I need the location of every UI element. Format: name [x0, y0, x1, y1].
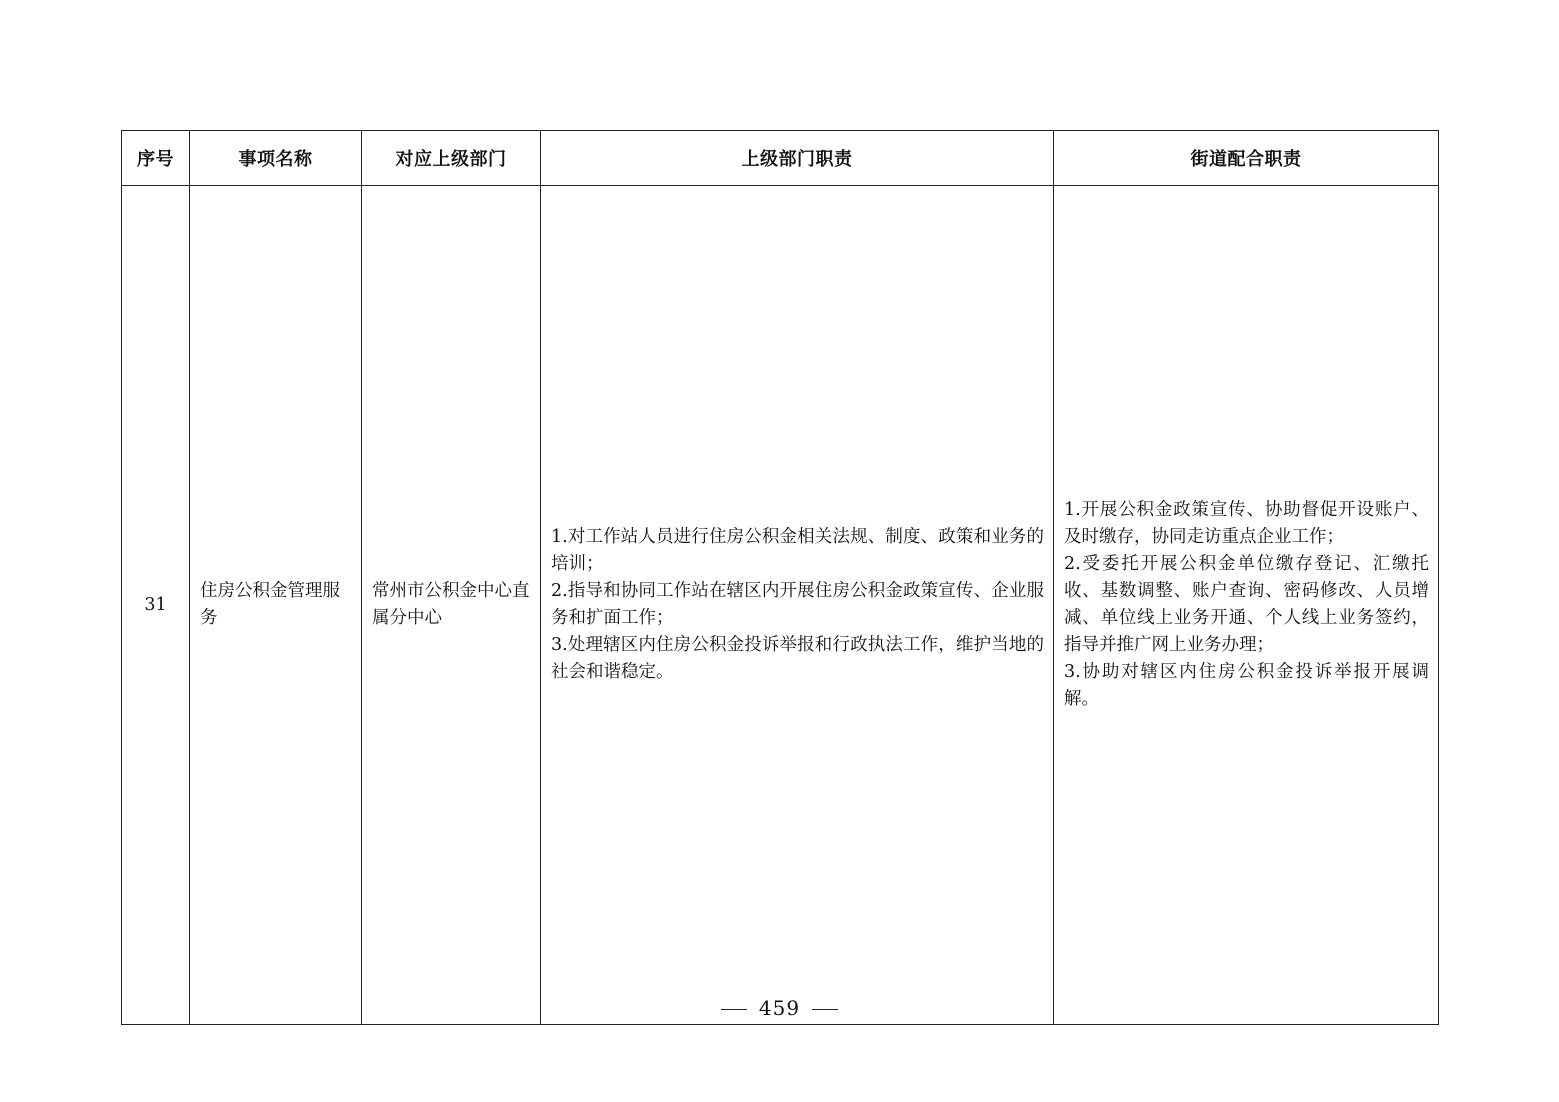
- table-header-row: [122, 131, 1439, 186]
- cell-item-name: 住房公积金管理服务: [190, 186, 362, 1025]
- header-seq: 序号: [122, 131, 190, 186]
- upper-duty-item-1: 1.对工作站人员进行住房公积金相关法规、制度、政策和业务的培训；: [551, 527, 1044, 574]
- header-upper-dept: 对应上级部门: [362, 131, 541, 186]
- page-footer: [0, 996, 1559, 1020]
- cell-seq: 31: [122, 186, 190, 1025]
- street-duty-item-2: 2.受委托开展公积金单位缴存登记、汇缴托收、基数调整、账户查询、密码修改、人员增减、单位线上业务开通、个人线上业务签约，指导并推广网上业务办理；: [1064, 554, 1429, 655]
- header-item-name: 事项名称: [190, 131, 362, 186]
- page-number: 459: [758, 996, 801, 1020]
- table-row: [122, 186, 1439, 1025]
- header-street-duty: 街道配合职责: [1054, 131, 1439, 186]
- upper-duty-item-3: 3.处理辖区内住房公积金投诉举报和行政执法工作，维护当地的社会和谐稳定。: [551, 635, 1044, 682]
- street-duty-item-3: 3.协助对辖区内住房公积金投诉举报开展调解。: [1064, 662, 1429, 709]
- cell-upper-duty: [541, 186, 1054, 1025]
- header-upper-duty: 上级部门职责: [541, 131, 1054, 186]
- upper-duty-item-2: 2.指导和协同工作站在辖区内开展住房公积金政策宣传、企业服务和扩面工作；: [551, 581, 1044, 628]
- page-number-dash-left: [721, 1009, 747, 1010]
- cell-upper-dept: 常州市公积金中心直属分中心: [362, 186, 541, 1025]
- duty-table: [121, 130, 1439, 1025]
- street-duty-item-1: 1.开展公积金政策宣传、协助督促开设账户、及时缴存，协同走访重点企业工作；: [1064, 500, 1429, 547]
- cell-street-duty: [1054, 186, 1439, 1025]
- page-number-dash-right: [812, 1009, 838, 1010]
